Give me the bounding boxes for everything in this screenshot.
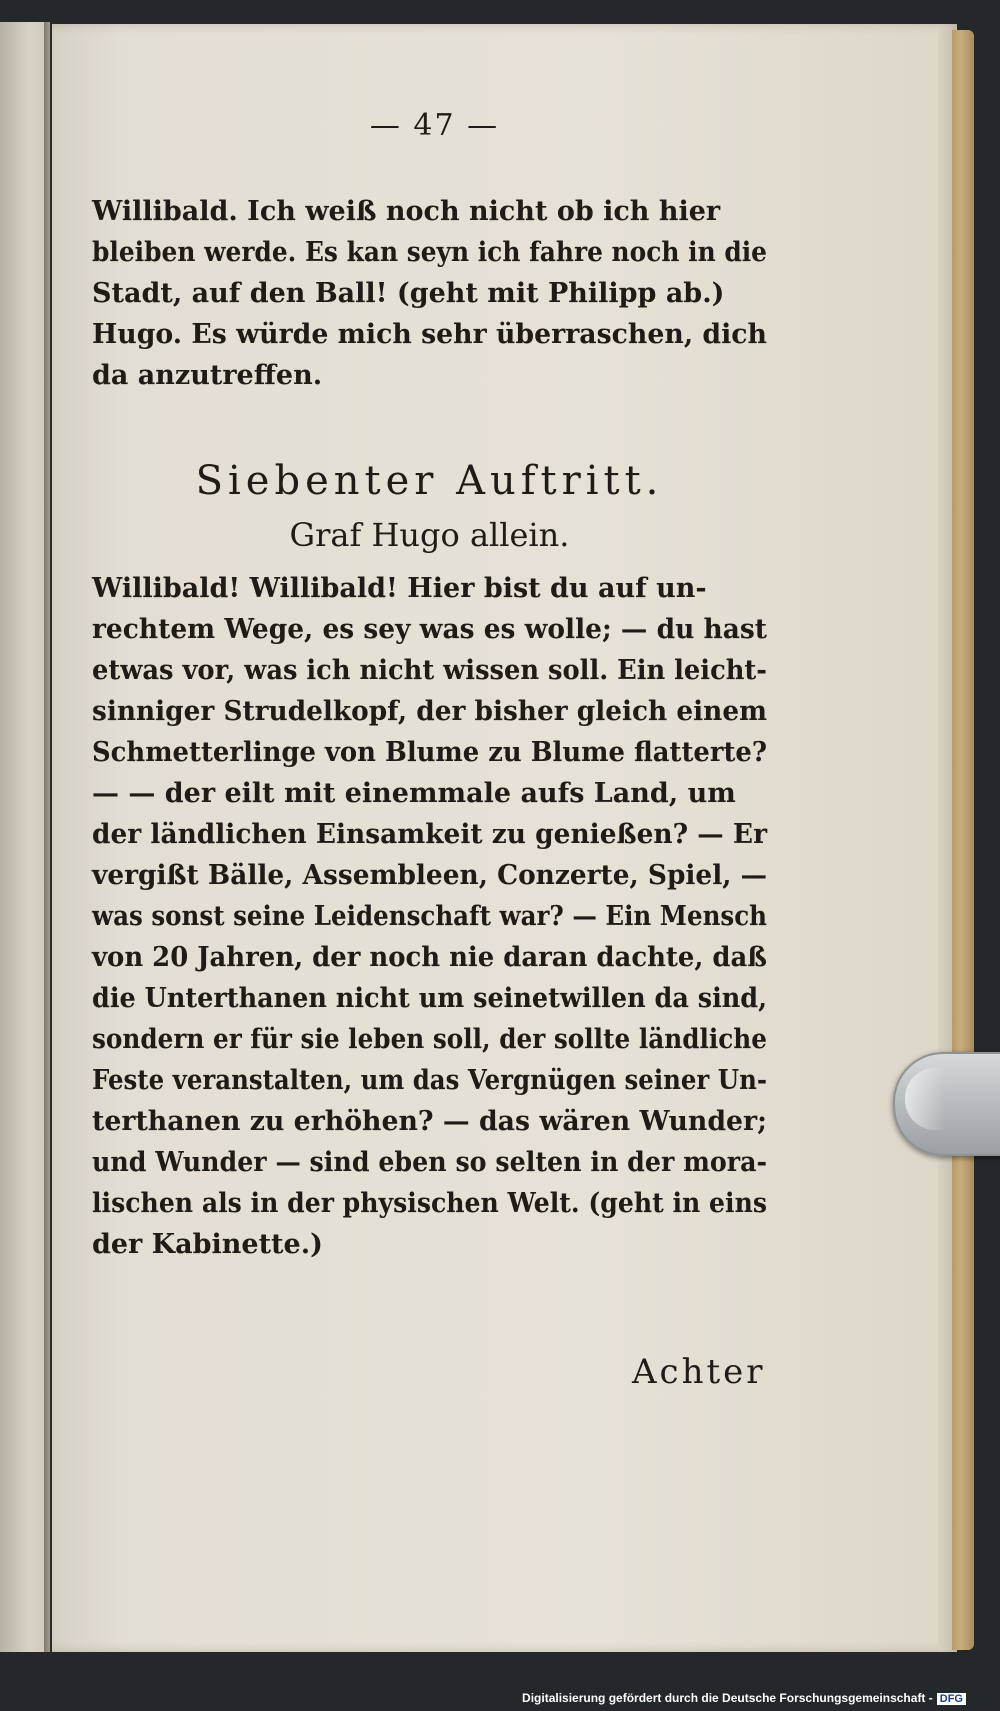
text-line: Feste veranstalten, um das Vergnügen seiner Un- [92,1065,767,1096]
text-line: Schmetterlinge von Blume zu Blume flatterte? [92,737,767,768]
text-line: bleiben werde. Es kan seyn ich fahre noch in die [92,237,767,268]
text-line: Willibald. Ich weiß noch nicht ob ich hier [92,196,721,227]
text-line: terthanen zu erhöhen? — das wären Wunder; [92,1106,767,1137]
text-line: was sonst seine Leidenschaft war? — Ein Mensch [92,901,767,932]
scene-title: Siebenter Auftritt. [195,458,664,504]
dfg-logo: DFG [937,1693,966,1705]
text-line: — — der eilt mit einemmale aufs Land, um [92,778,736,809]
text-line: der Kabinette.) [92,1229,323,1260]
scene-subtitle: Graf Hugo allein. [289,516,570,554]
text-line: etwas vor, was ich nicht wissen soll. Ein leicht- [92,655,767,686]
page-text [92,108,767,1265]
text-line: der ländlichen Einsamkeit zu genießen? — Er [92,819,767,850]
text-line: vergißt Bälle, Assembleen, Conzerte, Spiel, — [92,860,767,891]
facing-page-edge [0,22,50,1652]
text-line: Stadt, auf den Ball! (geht mit Philipp ab.) [92,278,725,309]
text-line: sondern er für sie leben soll, der sollte ländliche [92,1024,767,1055]
text-line: lischen als in der physischen Welt. (geht in eins [92,1188,767,1219]
book-cover-edge [952,30,974,1650]
page-number: — 47 — [369,108,500,143]
dialogue-hugo [92,314,767,396]
credit-text: Digitalisierung gefördert durch die Deutsche Forschungsgemeinschaft - [522,1691,933,1705]
text-line: Willibald! Willibald! Hier bist du auf un- [92,573,707,604]
digitization-credit [522,1691,966,1705]
catchword: Achter [632,1352,766,1392]
monologue-hugo [92,568,767,1265]
text-line: und Wunder — sind eben so selten in der mora- [92,1147,767,1178]
dialogue-willibald [92,191,767,314]
text-line: rechtem Wege, es sey was es wolle; — du hast [92,614,767,645]
text-line: Hugo. Es würde mich sehr überraschen, dich [92,319,767,350]
text-line: von 20 Jahren, der noch nie daran dachte, daß [92,942,767,973]
text-line: die Unterthanen nicht um seinetwillen da sind, [92,983,767,1014]
text-line: da anzutreffen. [92,360,323,391]
text-line: sinniger Strudelkopf, der bisher gleich einem [92,696,767,727]
